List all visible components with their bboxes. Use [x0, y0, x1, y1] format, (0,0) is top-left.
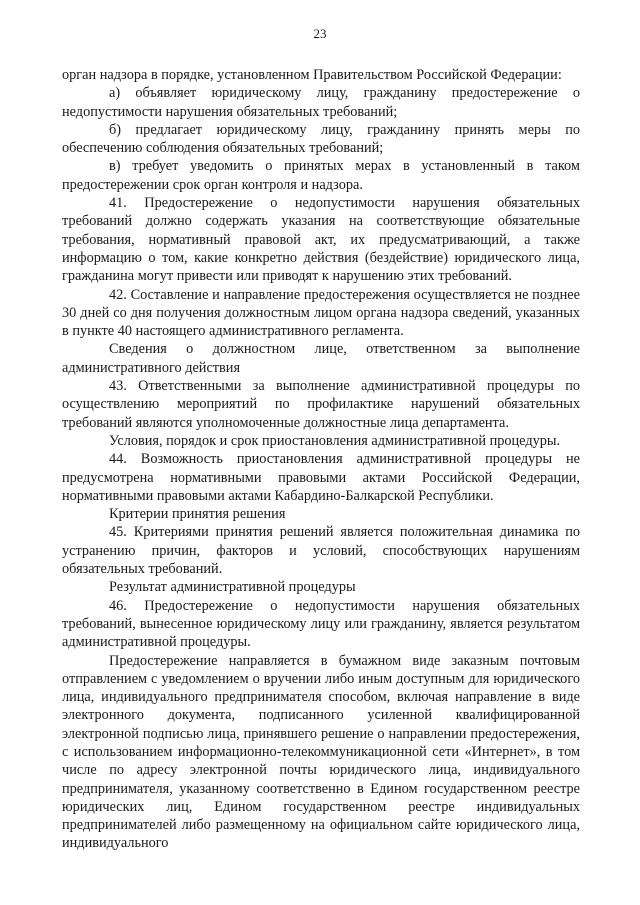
- paragraph-46: 46. Предостережение о недопустимости нарушения обязательных требований, вынесенное юридическому лицу или гражданину, является результатом административной процедуры.: [62, 597, 580, 651]
- paragraph-item-c: в) требует уведомить о принятых мерах в установленный в таком предостережении срок орган контроля и надзора.: [62, 158, 580, 193]
- paragraph-item-b: б) предлагает юридическому лицу, гражданину принять меры по обеспечению соблюдения обязательных требований;: [62, 121, 580, 157]
- heading-procedure-result: Результат административной процедуры: [109, 579, 356, 596]
- heading-decision-criteria: Критерии принятия решения: [109, 506, 286, 523]
- paragraph-41: 41. Предостережение о недопустимости нарушения обязательных требований должно содержать указания на соответствующие обязательные требования, нормативный правовой акт, их предусматривающий, а также информацию о том, какие конкретно действия (бездействие) юридического лица, гражданина могут привести или приводят к нарушению этих требований.: [62, 195, 580, 285]
- paragraph-item-a: а) объявляет юридическому лицу, гражданину предостережение о недопустимости нарушения обязательных требований;: [62, 85, 580, 120]
- paragraph-42: 42. Составление и направление предостережения осуществляется не позднее 30 дней со дня получения должностным лицом органа надзора сведений, указанных в пункте 40 настоящего административного регламента.: [62, 286, 580, 340]
- paragraph-45: 45. Критериями принятия решений является положительная динамика по устранению причин, факторов и условий, способствующих нарушениям обязательных требований.: [62, 524, 580, 578]
- page-number: 23: [313, 26, 327, 41]
- paragraph-responsible-info: Сведения о должностном лице, ответственном за выполнение административного действия: [62, 341, 580, 376]
- paragraph-43: 43. Ответственными за выполнение административной процедуры по осуществлению мероприятий по профилактике нарушений обязательных требований являются уполномоченные должностные лица департамента.: [62, 378, 580, 431]
- paragraph-suspension-conditions: Условия, порядок и срок приостановления административной процедуры.: [109, 432, 561, 449]
- paragraph-delivery: Предостережение направляется в бумажном виде заказным почтовым отправлением с уведомлением о вручении либо иным доступным для юридического лица, индивидуального предпринимателя способом, включая направление в виде электронного документа, подписанного усиленной квалифицированной электронной подписью лица, принявшего решение о направлении предостережения, с использованием информационно-телекоммуникационной сети «Интернет», в том числе по адресу электронной почты юридического лица, индивидуального предпринимателя, указанному соответственно в Едином государственном реестре юридических лиц, Едином государственном реестре индивидуальных предпринимателей либо размещенному на официальном сайте юридического лица, индивидуального: [62, 652, 580, 852]
- document-body: [62, 66, 580, 853]
- paragraph-44: 44. Возможность приостановления административной процедуры не предусмотрена нормативными правовыми актами Российской Федерации, нормативными правовыми актами Кабардино-Балкарской Республики.: [62, 451, 580, 504]
- paragraph-intro: орган надзора в порядке, установленном Правительством Российской Федерации:: [62, 67, 562, 83]
